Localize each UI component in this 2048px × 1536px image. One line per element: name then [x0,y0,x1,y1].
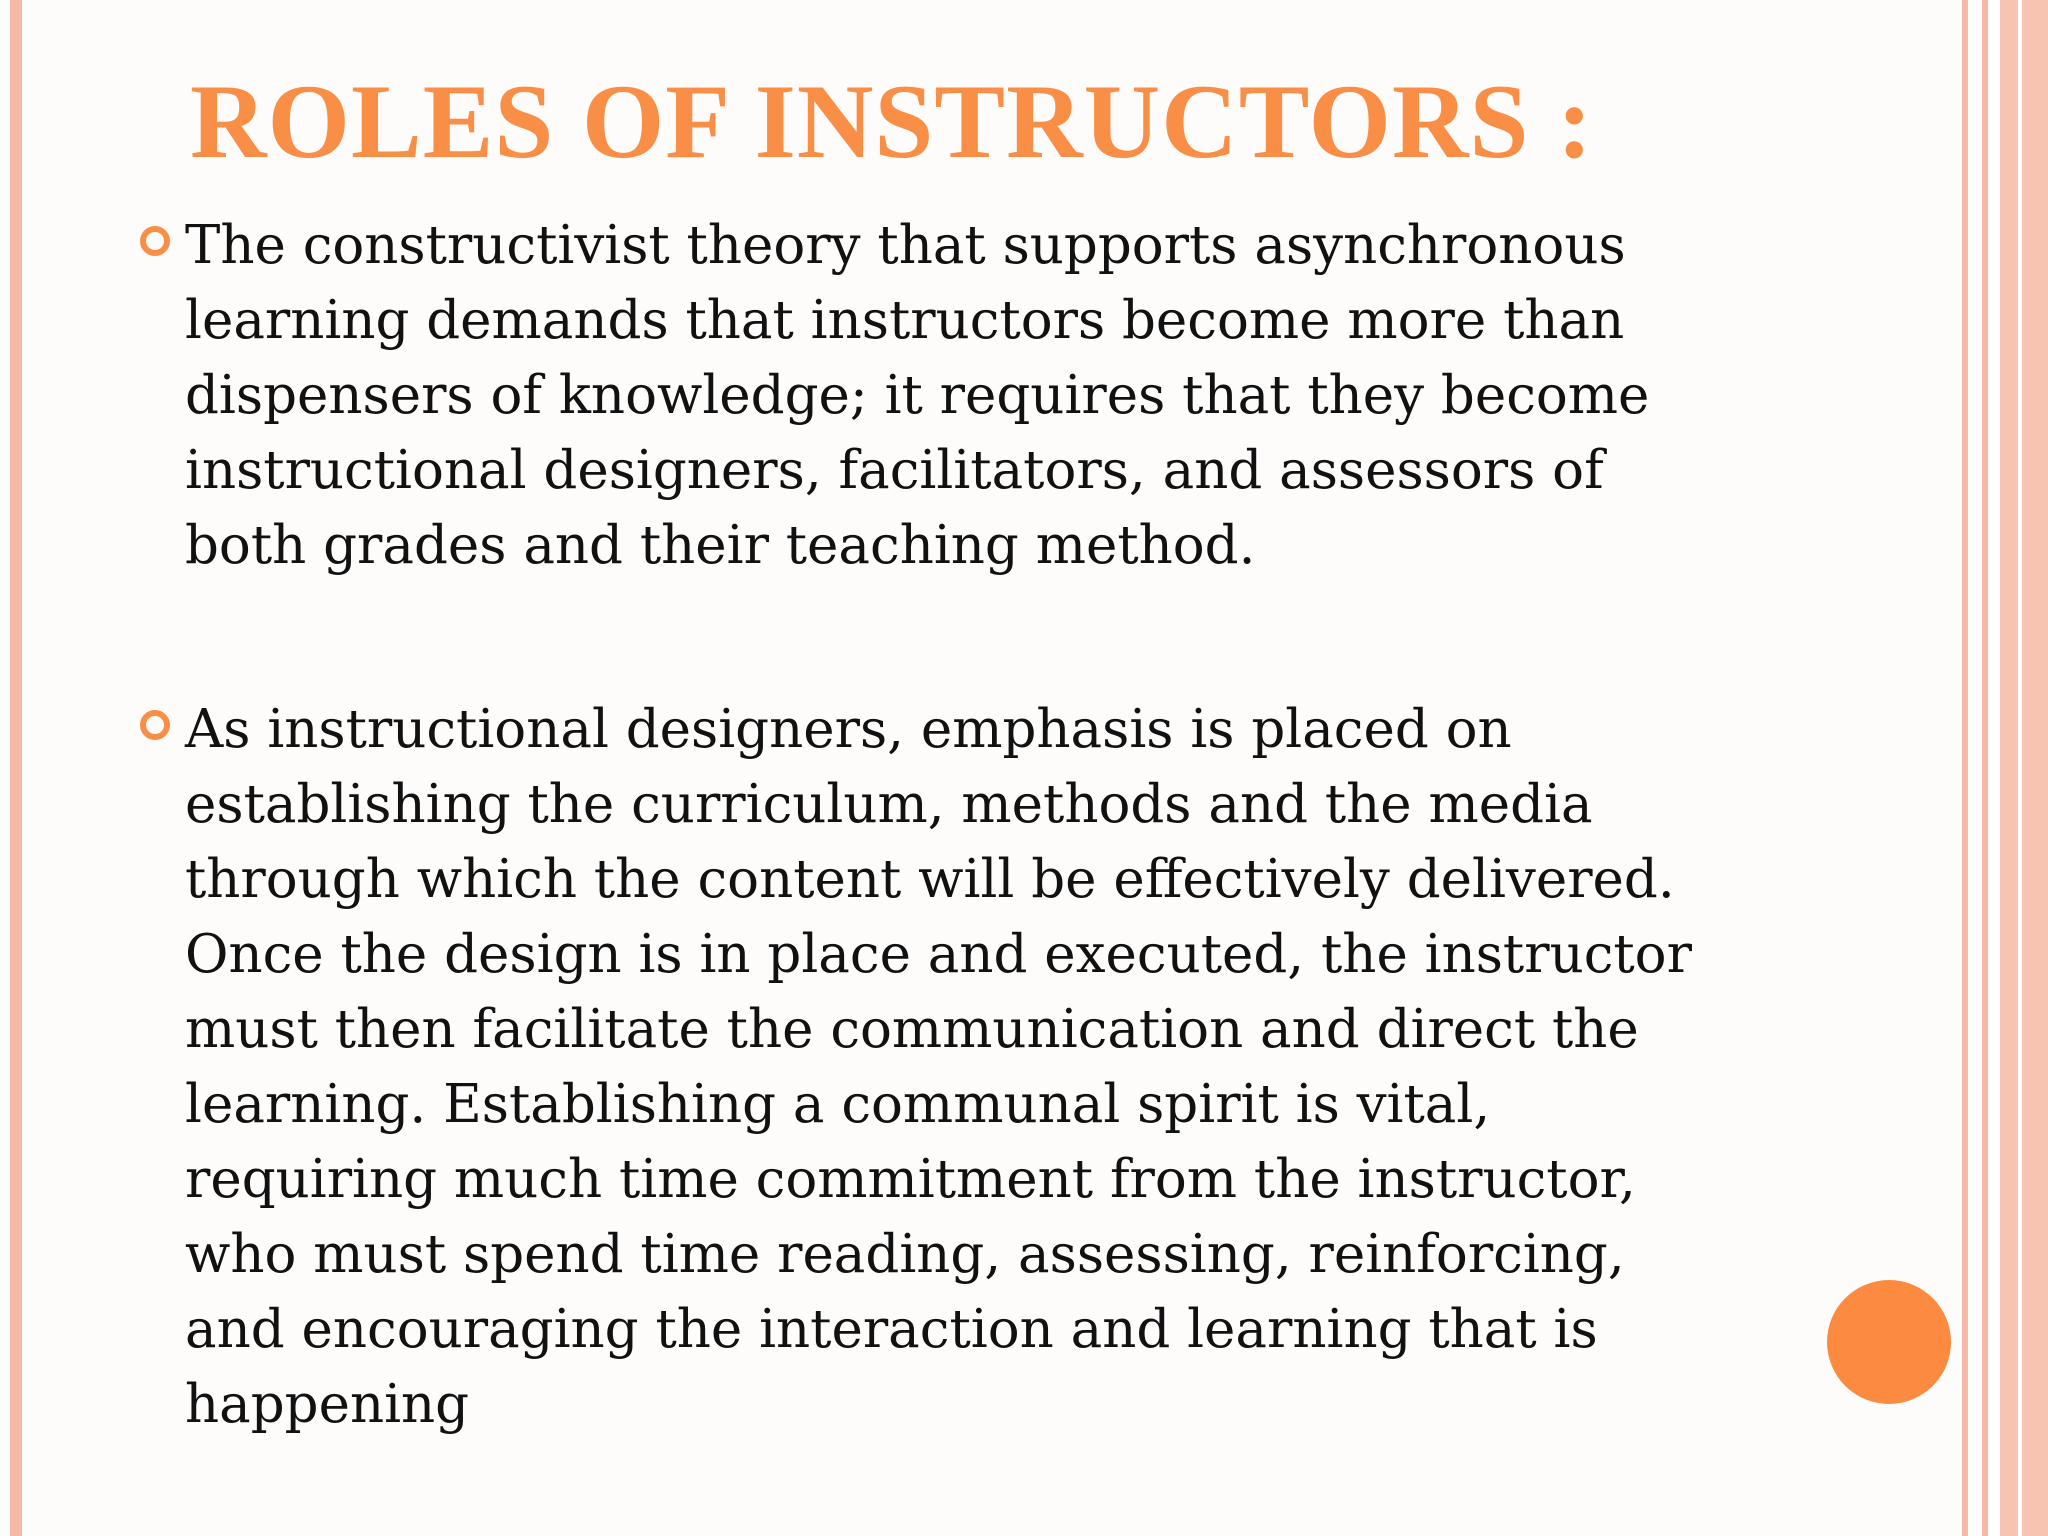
left-decorative-stripe [10,0,22,1536]
bullet-1-line: both grades and their teaching method. [185,515,1256,576]
right-decorative-stripe-1 [1962,0,1968,1536]
bullet-2-line: must then facilitate the communication and direct the [185,999,1639,1060]
bullet-2-line: and encouraging the interaction and learning that is [185,1299,1598,1360]
bullet-1-line: dispensers of knowledge; it requires that they become [185,365,1650,426]
bullet-2-text [185,692,1825,1442]
ring-bullet-icon [140,226,170,256]
bullet-2-line: Once the design is in place and executed, the instructor [185,924,1692,985]
orange-circle-decoration [1827,1280,1951,1404]
bullet-2-line: establishing the curriculum, methods and the media [185,774,1593,835]
right-decorative-stripe-gap [2018,0,2022,1536]
bullet-2-line: requiring much time commitment from the instructor, [185,1149,1636,1210]
bullet-1-line: The constructivist theory that supports asynchronous [185,215,1626,276]
bullet-1-line: learning demands that instructors become more than [185,290,1625,351]
bullet-1-line: instructional designers, facilitators, and assessors of [185,440,1604,501]
bullet-2-line: As instructional designers, emphasis is placed on [185,699,1512,760]
right-decorative-stripe-3 [2000,0,2048,1536]
bullet-1-text [185,208,1825,583]
bullet-2-line: who must spend time reading, assessing, reinforcing, [185,1224,1625,1285]
slide-title: ROLES OF INSTRUCTORS : [190,63,1594,180]
bullet-2-line: happening [185,1374,470,1435]
ring-bullet-icon [140,710,170,740]
bullet-2-line: learning. Establishing a communal spirit is vital, [185,1074,1491,1135]
bullet-2-line: through which the content will be effectively delivered. [185,849,1675,910]
right-decorative-stripe-2 [1982,0,1988,1536]
